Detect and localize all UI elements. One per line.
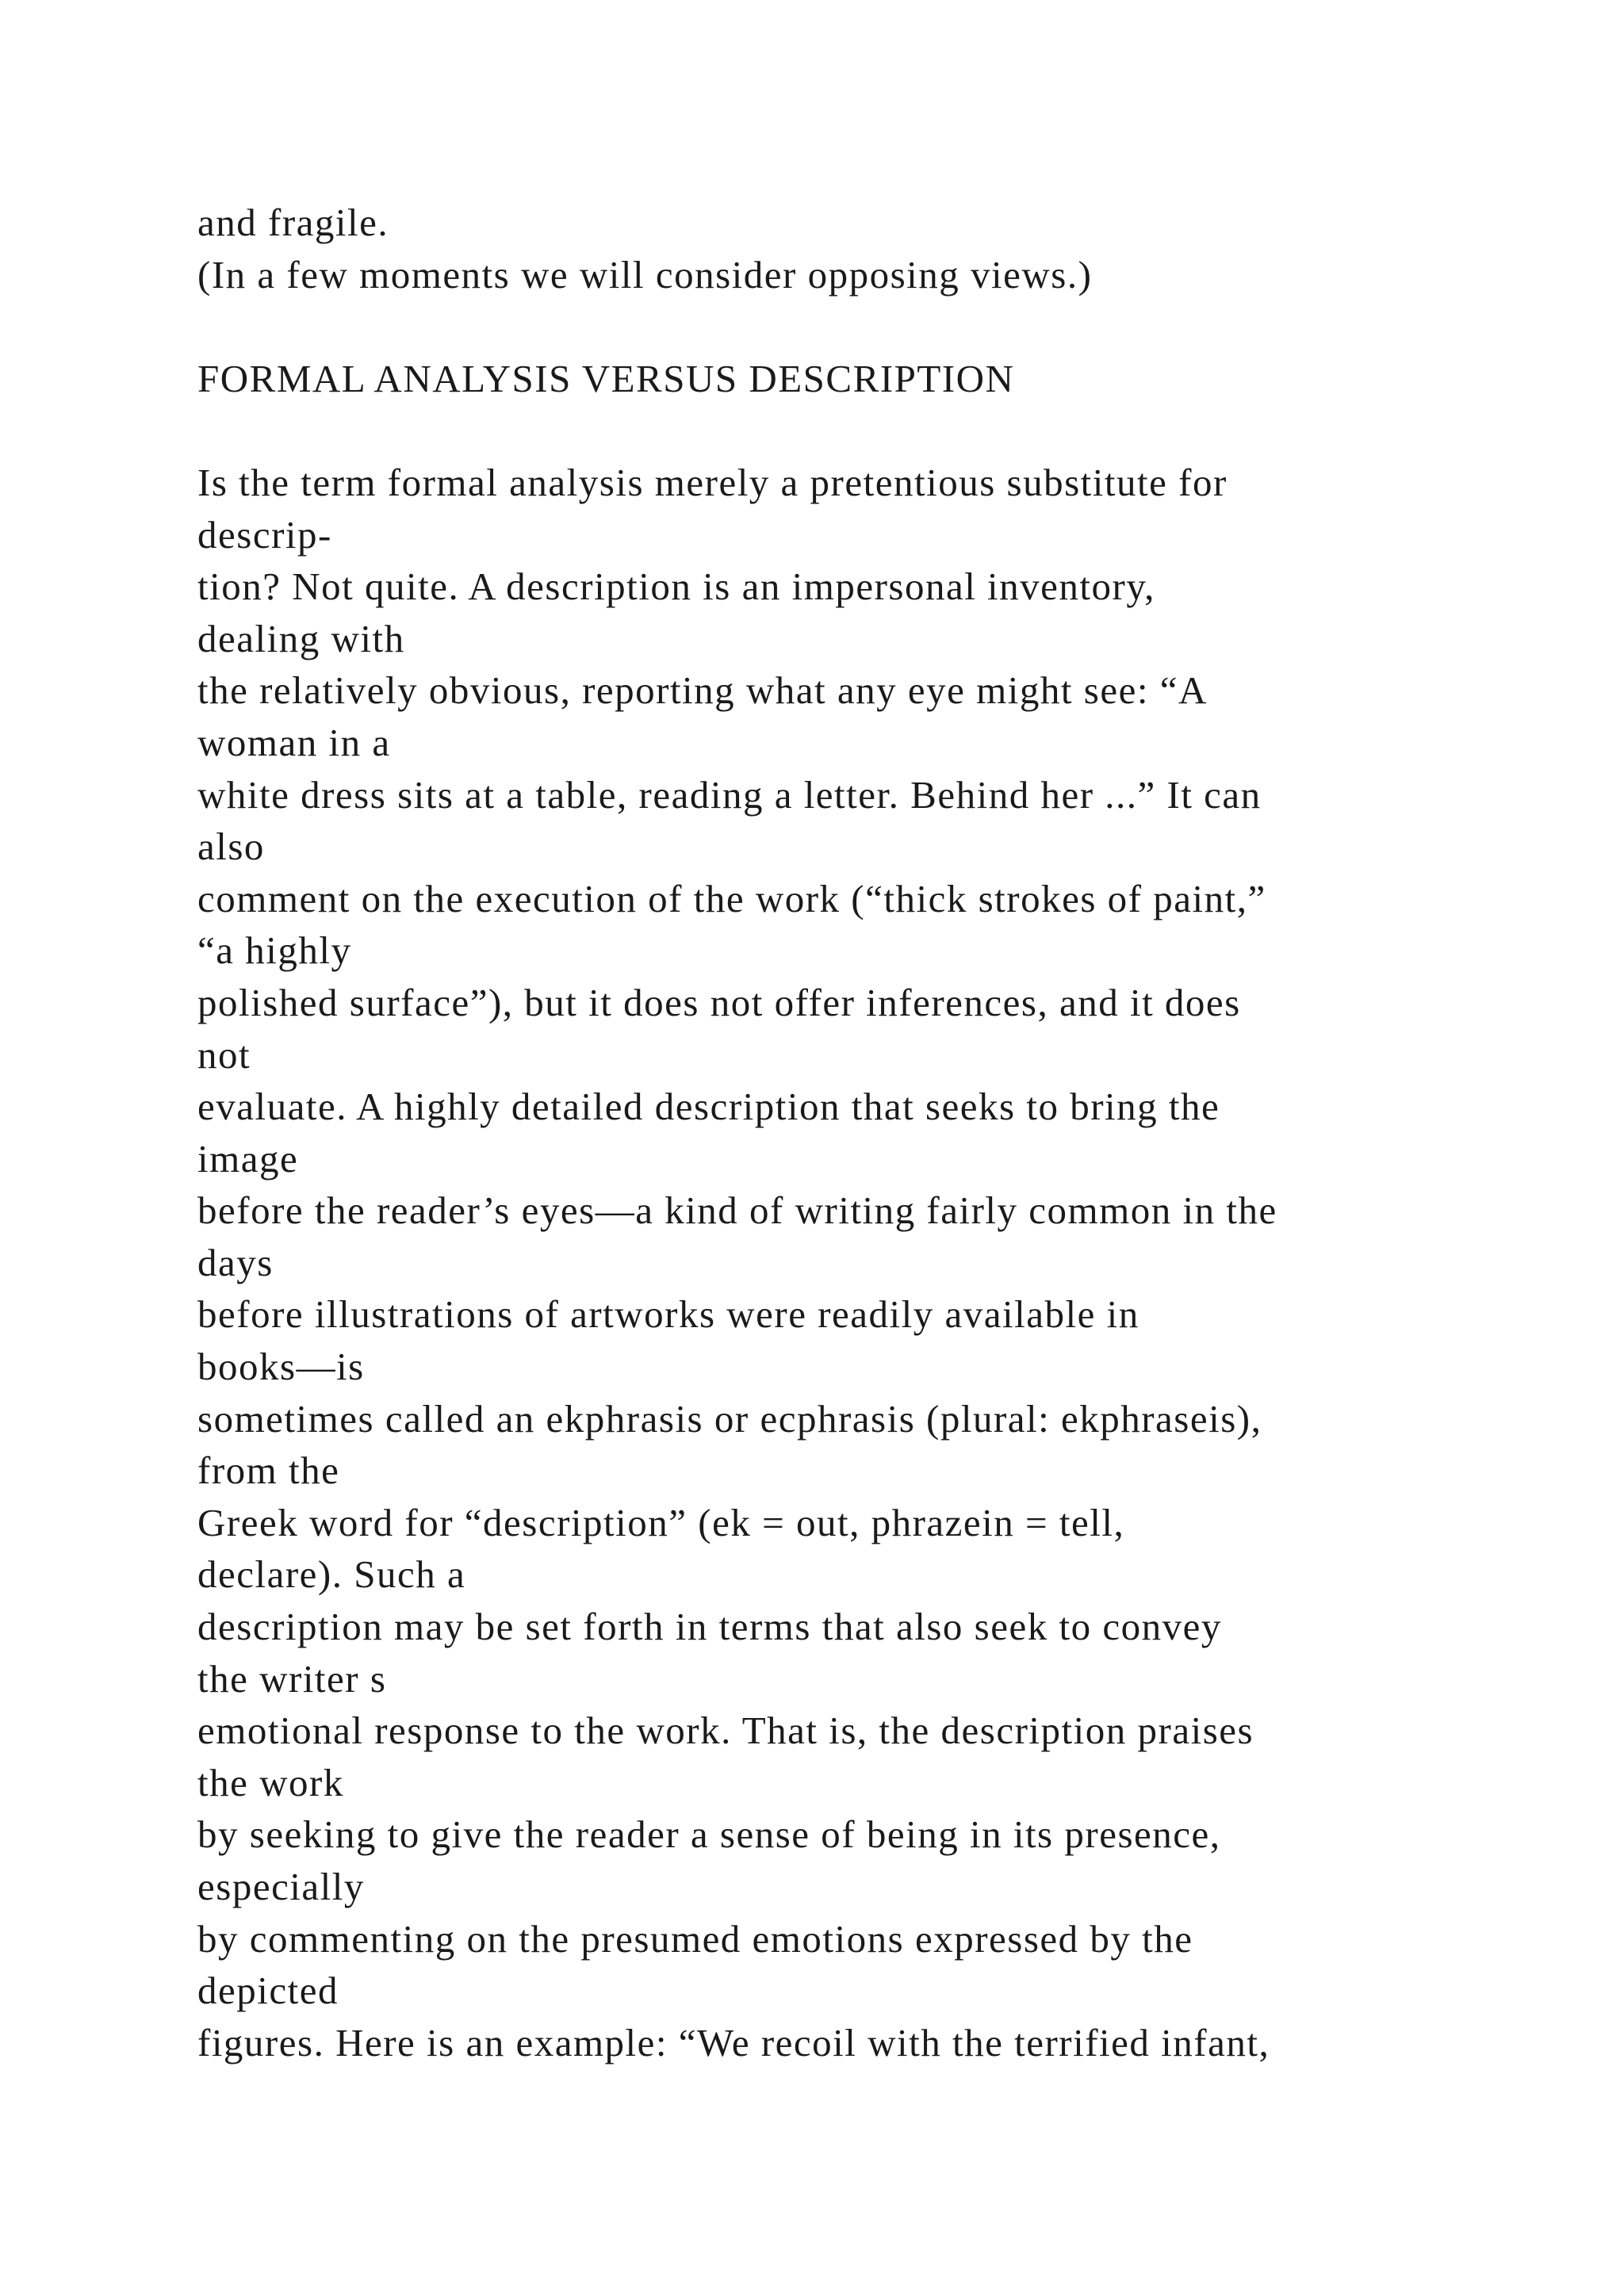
text-line: depicted [197, 1969, 339, 2013]
text-line: by seeking to give the reader a sense of being in its presence, [197, 1812, 1221, 1857]
text-line: woman in a [197, 720, 391, 764]
text-line: Greek word for “description” (ek = out, phrazein = tell, [197, 1500, 1125, 1544]
text-line: “a highly [197, 928, 352, 973]
text-line: especially [197, 1865, 365, 1908]
text-line: from the [197, 1448, 340, 1493]
text-line: (In a few moments we will consider opposing views.) [197, 252, 1093, 297]
text-line: also [197, 825, 265, 869]
body-text [197, 197, 1545, 2068]
text-line: declare). Such a [197, 1552, 466, 1597]
text-line: description may be set forth in terms that also seek to convey [197, 1605, 1222, 1649]
text-line: before the reader’s eyes—a kind of writing fairly common in the [197, 1188, 1277, 1233]
text-line: Is the term formal analysis merely a pretentious substitute for [197, 460, 1228, 504]
text-line: and fragile. [197, 201, 389, 244]
text-line: polished surface”), but it does not offer inferences, and it does [197, 980, 1241, 1024]
text-line: evaluate. A highly detailed description that seeks to bring the [197, 1085, 1220, 1129]
text-line: not [197, 1032, 251, 1077]
text-line: emotional response to the work. That is, the description praises [197, 1709, 1254, 1753]
text-line: sometimes called an ekphrasis or ecphrasis (plural: ekphraseis), [197, 1396, 1262, 1441]
text-line: the relatively obvious, reporting what any eye might see: “A [197, 668, 1208, 713]
text-line: days [197, 1240, 274, 1284]
blank-line [197, 300, 1545, 353]
text-line: descrip- [197, 512, 332, 557]
text-line: the writer s [197, 1656, 387, 1701]
text-line: tion? Not quite. A description is an impersonal inventory, [197, 564, 1155, 609]
text-line: before illustrations of artworks were readily available in [197, 1292, 1139, 1337]
text-line: dealing with [197, 616, 405, 660]
text-line: comment on the execution of the work (“thick strokes of paint,” [197, 876, 1266, 920]
text-line: the work [197, 1760, 344, 1804]
text-line: by commenting on the presumed emotions expressed by the [197, 1916, 1193, 1961]
blank-line [197, 404, 1545, 457]
section-heading: FORMAL ANALYSIS VERSUS DESCRIPTION [197, 356, 1015, 400]
text-line: image [197, 1136, 299, 1181]
text-line: figures. Here is an example: “We recoil with the terrified infant, [197, 2020, 1270, 2064]
text-line: books—is [197, 1345, 365, 1389]
text-line: white dress sits at a table, reading a letter. Behind her ...” It can [197, 772, 1262, 817]
